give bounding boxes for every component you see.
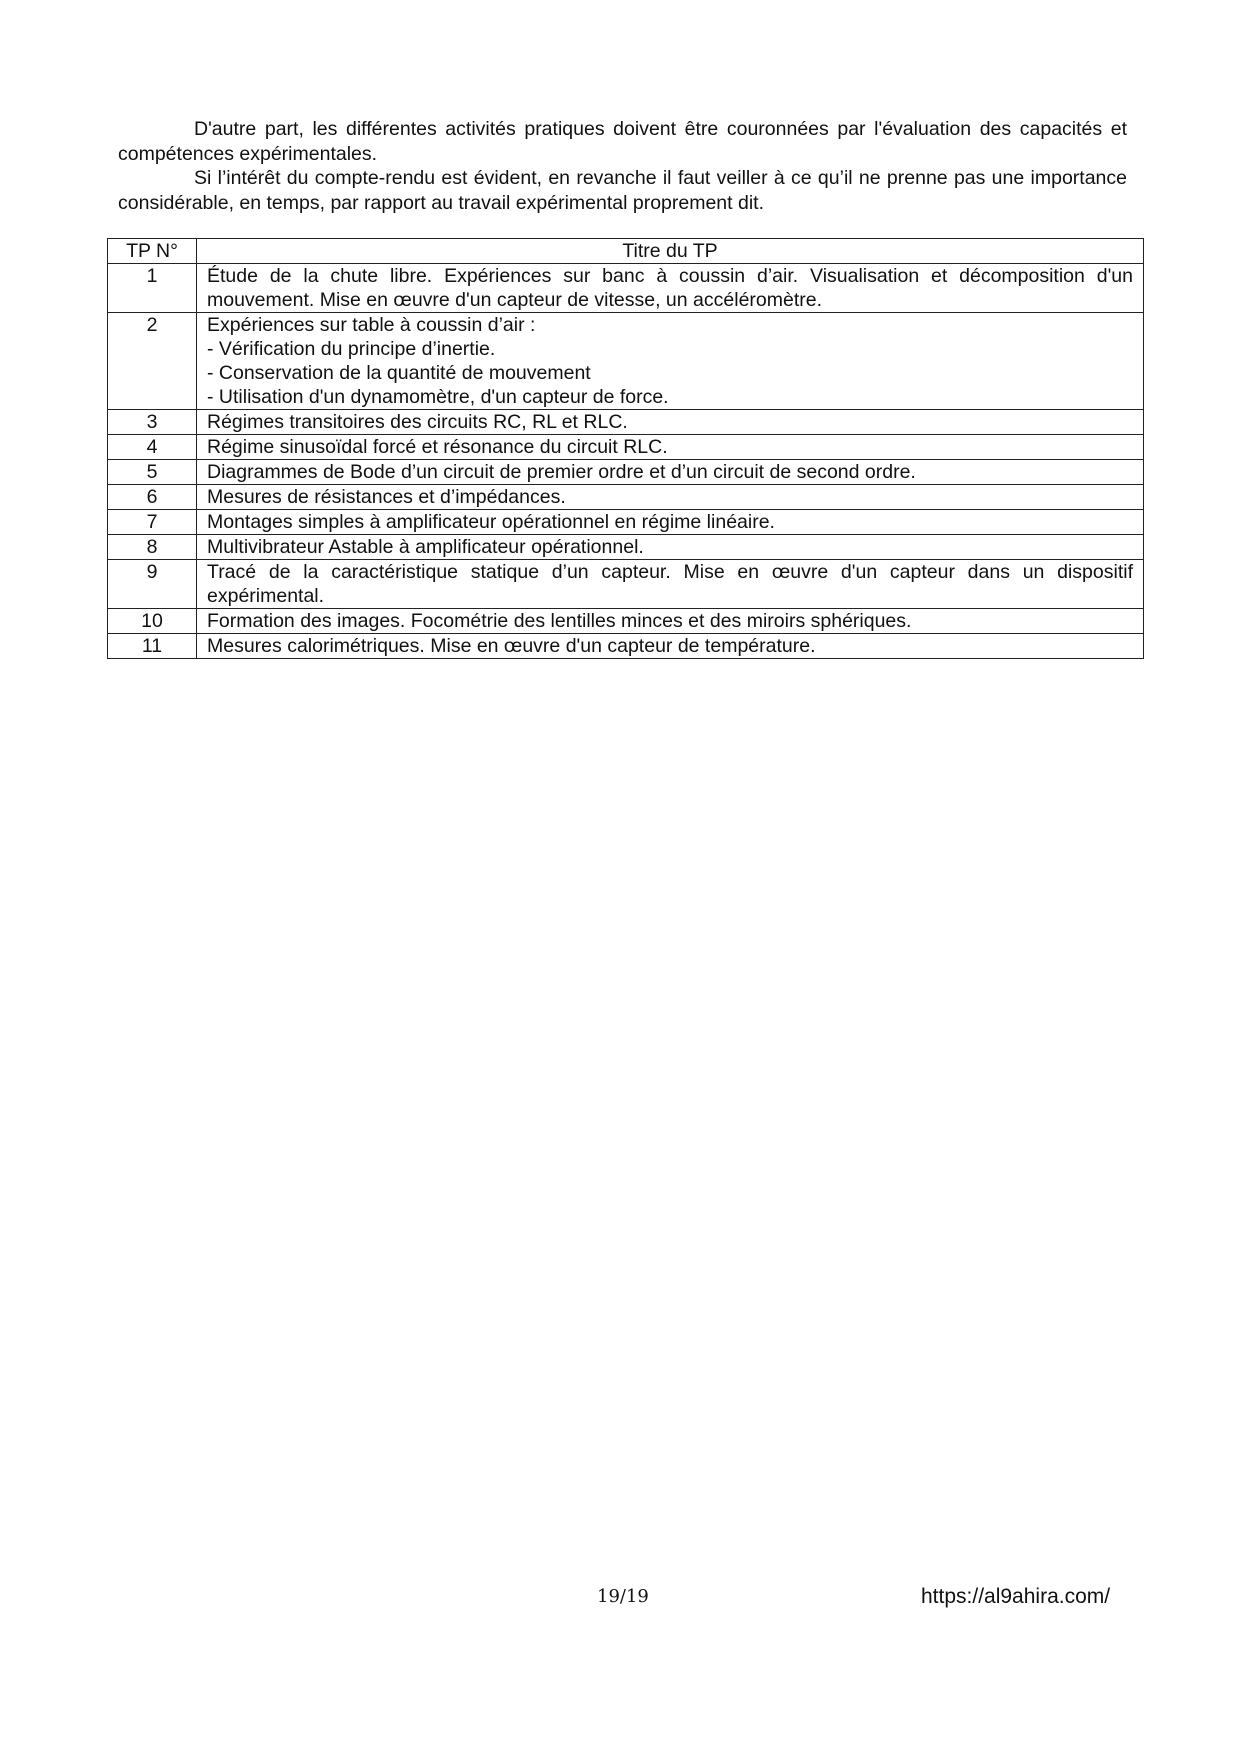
website-url: https://al9ahira.com/ — [921, 1585, 1111, 1608]
header-tp-number: TP N° — [108, 239, 197, 264]
tp-title-line: Étude de la chute libre. Expériences sur banc à coussin d’air. Visualisation et décomposition d'un mouvement. Mise en œuvre d'un capteur de vitesse, un accéléromètre. — [207, 265, 1133, 311]
intro-paragraph-2: Si l’intérêt du compte-rendu est évident, en revanche il faut veiller à ce qu’il ne prenne pas une importance considérable, en temps, par rapport au travail expérimental proprement dit. — [118, 167, 1127, 214]
tp-title-line: Formation des images. Focométrie des lentilles minces et des miroirs sphériques. — [207, 610, 912, 632]
tp-title-line: - Conservation de la quantité de mouvement — [207, 362, 591, 384]
table-row — [108, 609, 1144, 634]
tp-title-cell — [197, 313, 1144, 410]
table-row — [108, 410, 1144, 435]
tp-number-cell: 7 — [108, 510, 197, 535]
table-row — [108, 485, 1144, 510]
tp-title-line: Régimes transitoires des circuits RC, RL et RLC. — [207, 411, 628, 433]
tp-title-cell — [197, 609, 1144, 634]
tp-title-line: Mesures calorimétriques. Mise en œuvre d'un capteur de température. — [207, 635, 816, 657]
tp-title-line: - Utilisation d'un dynamomètre, d'un capteur de force. — [207, 386, 669, 408]
intro-text — [118, 117, 1127, 215]
tp-title-line: Mesures de résistances et d’impédances. — [207, 486, 566, 508]
table-row — [108, 460, 1144, 485]
tp-title-line: Multivibrateur Astable à amplificateur opérationnel. — [207, 536, 644, 558]
tp-number-cell: 6 — [108, 485, 197, 510]
tp-number-cell: 10 — [108, 609, 197, 634]
tp-title-cell — [197, 460, 1144, 485]
table-header-row — [108, 239, 1144, 264]
tp-title-line: Régime sinusoïdal forcé et résonance du circuit RLC. — [207, 436, 668, 458]
tp-number-cell: 3 — [108, 410, 197, 435]
tp-number-cell: 2 — [108, 313, 197, 410]
tp-number-cell: 5 — [108, 460, 197, 485]
table-row — [108, 535, 1144, 560]
tp-title-line: Montages simples à amplificateur opérationnel en régime linéaire. — [207, 511, 775, 533]
table-row — [108, 313, 1144, 410]
tp-title-cell — [197, 264, 1144, 313]
tp-title-cell — [197, 634, 1144, 659]
tp-title-line: Diagrammes de Bode d’un circuit de premier ordre et d’un circuit de second ordre. — [207, 461, 916, 483]
tp-title-cell — [197, 435, 1144, 460]
tp-title-cell — [197, 510, 1144, 535]
table-row — [108, 634, 1144, 659]
tp-title-cell — [197, 410, 1144, 435]
table-row — [108, 264, 1144, 313]
tp-number-cell: 4 — [108, 435, 197, 460]
tp-number-cell: 1 — [108, 264, 197, 313]
tp-title-cell — [197, 485, 1144, 510]
tp-title-line: - Vérification du principe d’inertie. — [207, 338, 496, 360]
table-row — [108, 435, 1144, 460]
tp-title-line: Expériences sur table à coussin d’air : — [207, 314, 536, 336]
table-row — [108, 510, 1144, 535]
tp-number-cell: 9 — [108, 560, 197, 609]
intro-paragraph-1: D'autre part, les différentes activités pratiques doivent être couronnées par l'évaluation des capacités et compétences expérimentales. — [118, 118, 1127, 165]
tp-title-line: Tracé de la caractéristique statique d’un capteur. Mise en œuvre d'un capteur dans un dispositif expérimental. — [207, 561, 1133, 607]
tp-number-cell: 11 — [108, 634, 197, 659]
tp-title-cell — [197, 560, 1144, 609]
page-number: 19/19 — [597, 1586, 649, 1607]
tp-table — [107, 238, 1144, 659]
header-tp-title: Titre du TP — [197, 239, 1144, 264]
tp-number-cell: 8 — [108, 535, 197, 560]
tp-title-cell — [197, 535, 1144, 560]
table-row — [108, 560, 1144, 609]
table-body — [108, 264, 1144, 659]
